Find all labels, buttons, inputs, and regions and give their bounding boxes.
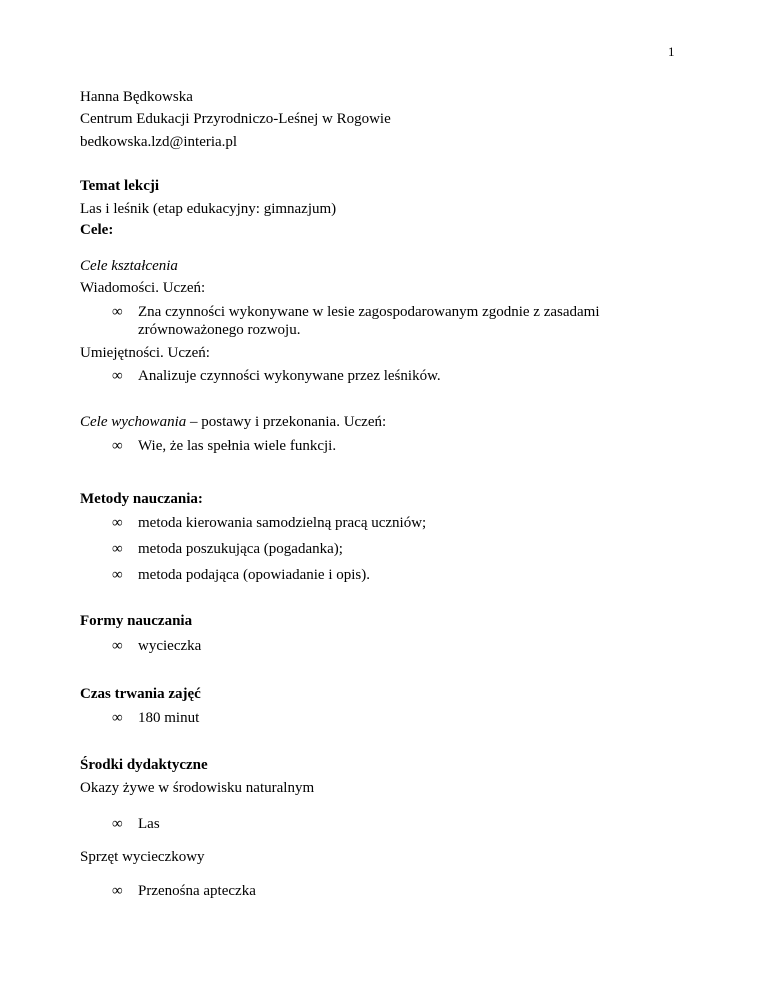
upbringing-goals-rest: – postawy i przekonania. Uczeń: [186,414,387,430]
equipment-label: Sprzęt wycieczkowy [80,849,205,865]
bullet-text: Przenośna apteczka [138,883,256,899]
living-specimens-label: Okazy żywe w środowisku naturalnym [80,780,315,796]
education-goals-heading: Cele kształcenia [80,258,178,274]
resources-heading: Środki dydaktyczne [80,757,208,773]
bullet-text: wycieczka [138,638,202,654]
forms-heading: Formy nauczania [80,613,193,629]
skills-label: Umiejętności. Uczeń: [80,345,210,361]
topic-heading: Temat lekcji [80,178,160,194]
author-institution: Centrum Edukacji Przyrodniczo-Leśnej w Rogowie [80,111,391,127]
author-name: Hanna Będkowska [80,89,193,105]
bullet-icon: ∞ [112,710,123,726]
topic-text: Las i leśnik (etap edukacyjny: gimnazjum) [80,201,337,217]
upbringing-goals-line [80,413,386,431]
bullet-text [138,303,600,339]
bullet-icon: ∞ [112,304,123,320]
author-email: bedkowska.lzd@interia.pl [80,134,238,150]
bullet-text-line: zrównoważonego rozwoju. [138,322,301,338]
bullet-icon: ∞ [112,816,123,832]
upbringing-goals-heading: Cele wychowania [80,414,187,430]
bullet-icon: ∞ [112,515,123,531]
goals-heading: Cele: [80,222,114,238]
knowledge-label: Wiadomości. Uczeń: [80,280,206,296]
bullet-text-line: Zna czynności wykonywane w lesie zagospodarowanym zgodnie z zasadami [138,304,600,320]
bullet-icon: ∞ [112,438,123,454]
bullet-icon: ∞ [112,638,123,654]
duration-heading: Czas trwania zajęć [80,686,201,702]
bullet-text: metoda kierowania samodzielną pracą uczniów; [138,515,427,531]
bullet-text: metoda poszukująca (pogadanka); [138,541,343,557]
bullet-text: 180 minut [138,710,200,726]
page-number: 1 [668,44,675,59]
bullet-text: Analizuje czynności wykonywane przez leśników. [138,368,441,384]
bullet-text: Las [138,816,160,832]
methods-heading: Metody nauczania: [80,491,203,507]
bullet-text: metoda podająca (opowiadanie i opis). [138,567,371,583]
bullet-icon: ∞ [112,883,123,899]
bullet-icon: ∞ [112,368,123,384]
bullet-icon: ∞ [112,567,123,583]
bullet-text: Wie, że las spełnia wiele funkcji. [138,438,337,454]
bullet-icon: ∞ [112,541,123,557]
